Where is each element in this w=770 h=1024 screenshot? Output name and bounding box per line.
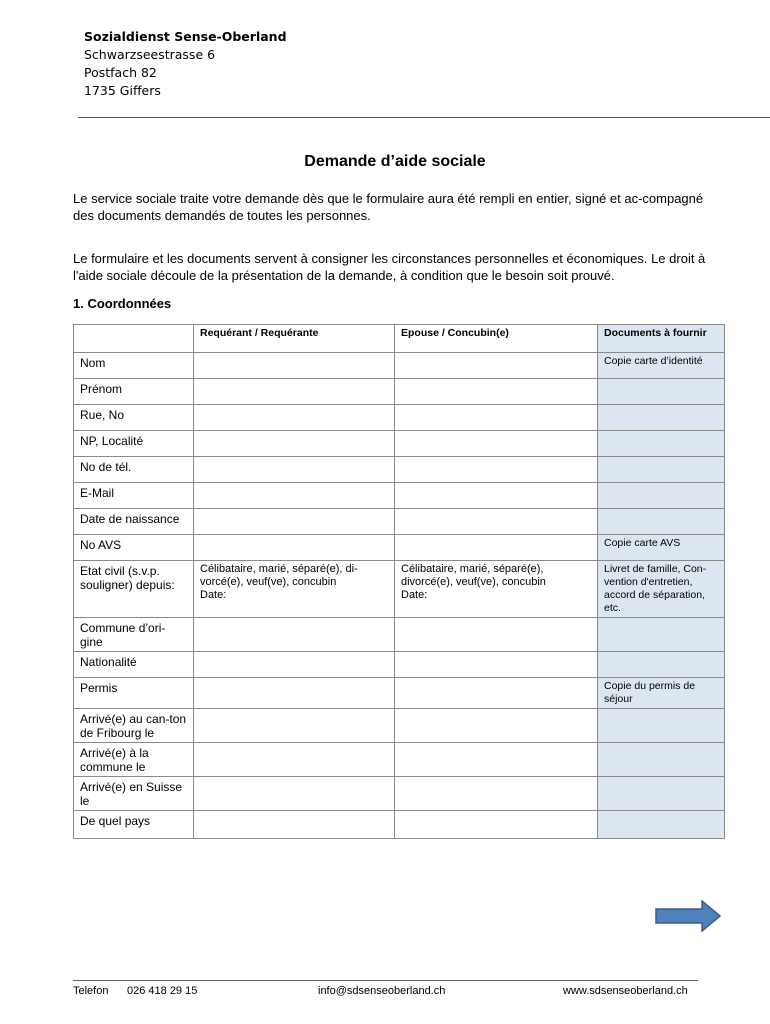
requerant-cell[interactable] (194, 509, 395, 535)
epouse-cell[interactable] (395, 811, 598, 839)
coordinates-table (73, 324, 725, 839)
row-label: Nationalité (74, 652, 194, 678)
documents-cell (598, 709, 725, 743)
table-row (74, 709, 725, 743)
table-row (74, 678, 725, 709)
intro-paragraph-1: Le service sociale traite votre demande dès que le formulaire aura été rempli en entier, signé et ac-compagné des documents demandés de toutes les personnes. (73, 191, 704, 223)
org-street: Schwarzseestrasse 6 (84, 47, 216, 62)
requerant-cell[interactable] (194, 652, 395, 678)
epouse-cell[interactable] (395, 483, 598, 509)
row-label: No de tél. (74, 457, 194, 483)
requerant-cell[interactable] (194, 353, 395, 379)
table-row (74, 405, 725, 431)
header-divider (78, 117, 770, 118)
row-label: Arrivé(e) à la commune le (74, 743, 194, 777)
next-page-arrow-icon[interactable] (654, 900, 722, 932)
documents-cell (598, 777, 725, 811)
epouse-cell[interactable] (395, 535, 598, 561)
row-label: E-Mail (74, 483, 194, 509)
org-postbox: Postfach 82 (84, 65, 157, 80)
documents-cell (598, 743, 725, 777)
epouse-cell[interactable] (395, 405, 598, 431)
documents-cell (598, 457, 725, 483)
table-row (74, 379, 725, 405)
header-empty-cell (74, 325, 194, 353)
documents-cell (598, 405, 725, 431)
documents-cell (598, 509, 725, 535)
row-label: Commune d’ori-gine (74, 618, 194, 652)
epouse-cell[interactable]: Célibataire, marié, séparé(e), divorcé(e), veuf(ve), concubin Date: (395, 561, 598, 618)
row-label: Arrivé(e) au can-ton de Fribourg le (74, 709, 194, 743)
table-header-row (74, 325, 725, 353)
documents-cell: Copie carte AVS (598, 535, 725, 561)
footer-divider (73, 980, 698, 981)
requerant-cell[interactable] (194, 379, 395, 405)
section-title: 1. Coordonnées (73, 296, 172, 311)
header-epouse: Epouse / Concubin(e) (395, 325, 598, 353)
requerant-cell[interactable] (194, 709, 395, 743)
epouse-cell[interactable] (395, 431, 598, 457)
footer-phone: 026 418 29 15 (127, 985, 198, 997)
requerant-cell[interactable] (194, 405, 395, 431)
requerant-cell[interactable] (194, 743, 395, 777)
documents-cell: Livret de famille, Con-vention d'entretien, accord de séparation, etc. (598, 561, 725, 618)
documents-cell (598, 379, 725, 405)
table-row (74, 457, 725, 483)
documents-cell: Copie du permis de séjour (598, 678, 725, 709)
requerant-cell[interactable] (194, 431, 395, 457)
requerant-cell[interactable] (194, 811, 395, 839)
table-row (74, 483, 725, 509)
requerant-cell[interactable]: Célibataire, marié, séparé(e), di-vorcé(e), veuf(ve), concubin Date: (194, 561, 395, 618)
table-row (74, 509, 725, 535)
table-row (74, 777, 725, 811)
row-label: NP, Localité (74, 431, 194, 457)
table-row (74, 743, 725, 777)
row-label: Nom (74, 353, 194, 379)
header-requerant: Requérant / Requérante (194, 325, 395, 353)
intro-paragraph-2: Le formulaire et les documents servent à consigner les circonstances personnelles et économiques. Le droit à l'aide sociale découle de la présentation de la demande, à condition que le besoin soit prouvé. (73, 251, 706, 283)
epouse-cell[interactable] (395, 379, 598, 405)
requerant-cell[interactable] (194, 618, 395, 652)
letterhead (84, 28, 287, 100)
footer-phone-label: Telefon (73, 985, 109, 997)
epouse-cell[interactable] (395, 709, 598, 743)
epouse-cell[interactable] (395, 353, 598, 379)
row-label: Date de naissance (74, 509, 194, 535)
table-row (74, 811, 725, 839)
footer-website[interactable]: www.sdsenseoberland.ch (563, 985, 688, 997)
header-documents: Documents à fournir (598, 325, 725, 353)
requerant-cell[interactable] (194, 457, 395, 483)
requerant-cell[interactable] (194, 678, 395, 709)
table-row (74, 618, 725, 652)
documents-cell (598, 618, 725, 652)
requerant-cell[interactable] (194, 483, 395, 509)
documents-cell: Copie carte d’identité (598, 353, 725, 379)
footer-email[interactable]: info@sdsenseoberland.ch (318, 985, 446, 997)
row-label: Arrivé(e) en Suisse le (74, 777, 194, 811)
table-row (74, 652, 725, 678)
row-label: Rue, No (74, 405, 194, 431)
epouse-cell[interactable] (395, 743, 598, 777)
row-label: No AVS (74, 535, 194, 561)
requerant-cell[interactable] (194, 535, 395, 561)
documents-cell (598, 431, 725, 457)
row-label: De quel pays (74, 811, 194, 839)
epouse-cell[interactable] (395, 777, 598, 811)
documents-cell (598, 483, 725, 509)
table-row (74, 353, 725, 379)
requerant-cell[interactable] (194, 777, 395, 811)
epouse-cell[interactable] (395, 618, 598, 652)
epouse-cell[interactable] (395, 457, 598, 483)
document-title: Demande d’aide sociale (304, 153, 486, 170)
epouse-cell[interactable] (395, 652, 598, 678)
table-row (74, 431, 725, 457)
row-label: Prénom (74, 379, 194, 405)
documents-cell (598, 811, 725, 839)
epouse-cell[interactable] (395, 678, 598, 709)
table-row (74, 535, 725, 561)
row-label: Permis (74, 678, 194, 709)
documents-cell (598, 652, 725, 678)
epouse-cell[interactable] (395, 509, 598, 535)
row-label: Etat civil (s.v.p. souligner) depuis: (74, 561, 194, 618)
org-name: Sozialdienst Sense-Oberland (84, 29, 287, 44)
table-row (74, 561, 725, 618)
org-city: 1735 Giffers (84, 83, 161, 98)
